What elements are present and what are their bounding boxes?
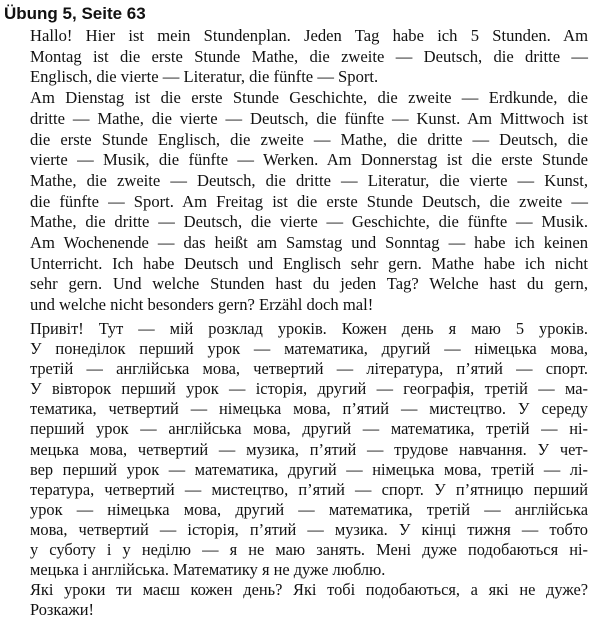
german-paragraph [30, 26, 588, 316]
german-line: Hallo! Hier ist mein Stundenplan. Jeden Tag habe ich 5 Stunden. Am [30, 26, 588, 45]
ukrainian-line: Розкажи! [30, 600, 94, 620]
german-line: sehr gern. Und welche Stunden hast du jeden Tag? Welche hast du gern, [30, 274, 588, 294]
german-line: Montag ist die erste Stunde Mathe, die zweite — Deutsch, die dritte — [30, 46, 588, 66]
exercise-heading: Übung 5, Seite 63 [4, 4, 146, 23]
ukrainian-line: Які уроки ти маєш кожен день? Які тобі подобаються, а які не дуже? [30, 580, 588, 600]
german-line: dritte — Mathe, die vierte — Deutsch, die fünfte — Kunst. Am Mittwoch ist [30, 108, 588, 128]
ukrainian-line: у суботу і у неділю — я не маю занять. Мені дуже подобаються ні- [30, 540, 588, 560]
ukrainian-line: тематика, четвертий — німецька мова, п’ятий — мистецтво. У середу [30, 399, 588, 419]
german-line: die erste Stunde Englisch, die zweite — Mathe, die dritte — Deutsch, die [30, 129, 588, 149]
ukrainian-line: третій — англійська мова, четвертий — література, п’ятий — спорт. [30, 359, 588, 379]
ukrainian-line: Привіт! Тут — мій розклад уроків. Кожен день я маю 5 уроків. [30, 319, 588, 338]
german-line: die fünfte — Sport. Am Freitag ist die erste Stunde Deutsch, die zweite — [30, 191, 588, 211]
ukrainian-line: урок — німецька мова, другий — математика, третій — англійська [30, 499, 588, 519]
ukrainian-line: перший урок — англійська мова, другий — математика, третій — ні- [30, 419, 588, 439]
ukrainian-line: У понеділок перший урок — математика, другий — німецька мова, [30, 339, 588, 359]
german-line: Am Dienstag ist die erste Stunde Geschichte, die zweite — Erdkunde, die [30, 88, 588, 108]
ukrainian-line: У вівторок перший урок — історія, другий — географія, третій — ма- [30, 379, 588, 399]
german-line: und welche nicht besonders gern? Erzähl doch mal! [30, 295, 374, 315]
german-line: Englisch, die vierte — Literatur, die fünfte — Sport. [30, 67, 379, 87]
ukrainian-paragraph [30, 319, 588, 620]
german-line: Mathe, die zweite — Deutsch, die dritte — Literatur, die vierte — Kunst, [30, 170, 588, 190]
ukrainian-line: мецька мова, четвертий — музика, п’ятий — трудове навчання. У чет- [30, 439, 588, 459]
german-line: vierte — Musik, die fünfte — Werken. Am Donnerstag ist die erste Stunde [30, 150, 588, 170]
ukrainian-line: мова, четвертий — історія, п’ятий — музика. У кінці тижня — тобто [30, 519, 588, 539]
ukrainian-line: тература, четвертий — мистецтво, п’ятий — спорт. У п’ятницю перший [30, 479, 588, 499]
ukrainian-line: мецька і англійська. Математику я не дуже люблю. [30, 560, 386, 580]
ukrainian-line: вер перший урок — математика, другий — німецька мова, третій — лі- [30, 459, 588, 479]
german-line: Am Wochenende — das heißt am Samstag und Sonntag — habe ich keinen [30, 233, 588, 253]
german-line: Unterricht. Ich habe Deutsch und Englisch sehr gern. Mathe habe ich nicht [30, 253, 588, 273]
german-line: Mathe, die dritte — Deutsch, die vierte — Geschichte, die fünfte — Musik. [30, 212, 588, 232]
